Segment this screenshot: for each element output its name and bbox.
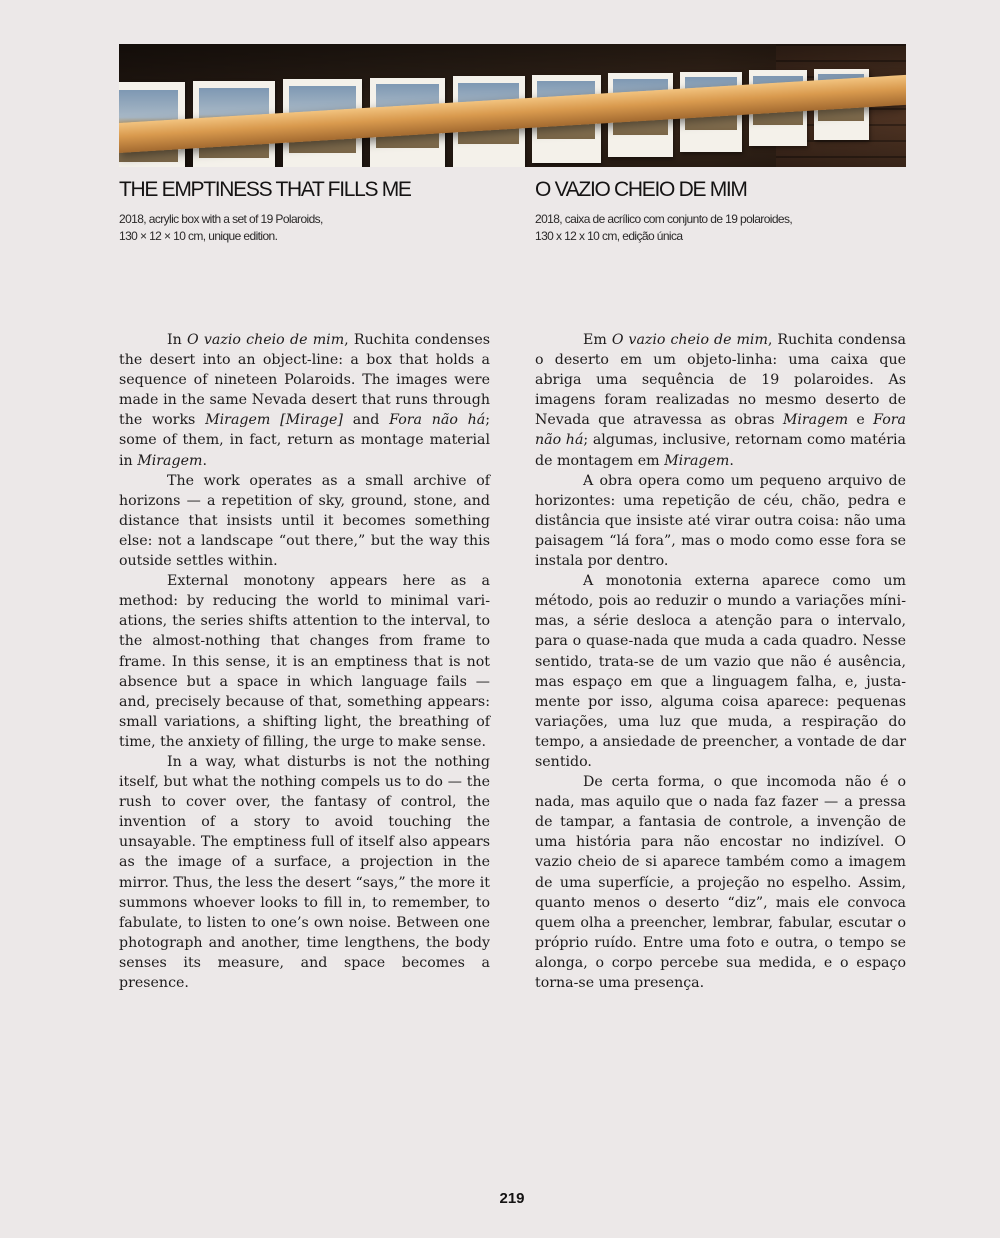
text-run: The work operates as a small archive of horizons — a repetition of sky, ground, stone, and distance that insists until it becomes something else: not a landscape “out there,” but the way this outside settles within.	[119, 472, 490, 570]
text-run: Em	[583, 332, 612, 348]
text-run: In	[167, 332, 187, 348]
text-run: .	[202, 452, 207, 469]
english-body	[119, 330, 490, 993]
text-run: ; algumas, inclusive, retornam como matéria de montagem em	[535, 432, 906, 469]
text-run: A monotonia externa aparece como um método, pois ao reduzir o mundo a variações mínimas, a série desloca a atenção para o intervalo, para o quase-nada que muda a cada quadro. Nesse sentido, trata-se de um vazio que não é ausência, mas espaço em que a linguagem falha, e, justamente por isso, alguma coisa aparece: pequenas variações, uma luz que muda, a respiração do tempo, a ansiedade de preencher, a vontade de dar sentido.	[535, 573, 906, 770]
work-title: Fora não há	[389, 412, 486, 429]
english-paragraph	[119, 571, 490, 752]
portuguese-title: O VAZIO CHEIO DE MIM	[535, 178, 747, 201]
text-run: ; some of them, in fact, return as montage material in	[119, 412, 490, 469]
page-number: 219	[499, 1190, 525, 1207]
portuguese-caption-line: 2018, caixa de acrílico com conjunto de 19 polaroides,	[535, 212, 793, 226]
english-paragraph	[119, 752, 490, 993]
english-paragraph	[119, 471, 490, 571]
text-run: De certa forma, o que incomoda não é o nada, mas aquilo que o nada faz fazer — a pressa de tampar, a fantasia de controle, a invenção de uma história para não encostar no indizível. O vazio cheio de si aparece também como a imagem de uma superfície, a projeção no espelho. Assim, quanto menos o deserto “diz”, mais ele convoca quem olha a preencher, lembrar, fabular, escutar o próprio ruído. Entre uma foto e outra, o tempo se alonga, o corpo percebe sua medida, e o espaço torna-se uma presença.	[535, 774, 906, 991]
portuguese-paragraph	[535, 471, 906, 571]
text-run: .	[729, 452, 734, 469]
portuguese-paragraph	[535, 571, 906, 772]
work-title: Miragem	[137, 452, 203, 469]
english-caption-line: 130 × 12 × 10 cm, unique edition.	[119, 229, 278, 243]
work-title: Miragem [Mirage]	[205, 412, 343, 429]
portuguese-caption-line: 130 x 12 x 10 cm, edição única	[535, 229, 683, 243]
portuguese-paragraph	[535, 772, 906, 993]
text-run: A obra opera como um pequeno arquivo de horizontes: uma repetição de céu, chão, pedra e distância que insiste até virar outra coisa: não uma paisagem “lá fora”, mas o modo como esse fora se instala por dentro.	[535, 472, 906, 570]
work-title: Fora não há	[535, 412, 906, 449]
english-caption	[119, 211, 439, 245]
english-caption-line: 2018, acrylic box with a set of 19 Polaroids,	[119, 212, 323, 226]
text-run: , Ruchita condensa o deserto em um objeto-linha: uma caixa que abriga uma sequência de 19 polaroides. As imagens foram realizadas no mesmo deserto de Nevada que atravessa as obras	[535, 332, 906, 429]
portuguese-paragraph	[535, 330, 906, 471]
text-run: In a way, what disturbs is not the nothing itself, but what the nothing compels us to do — the rush to cover over, the fantasy of control, the invention of a story to avoid touching the unsayable. The emptiness full of itself also appears as the image of a surface, a projection in the mirror. Thus, the less the desert “says,” the more it summons whoever looks to fill in, to remember, to fabulate, to listen to one’s own noise. Between one photograph and another, time lengthens, the body senses its measure, and space becomes a presence.	[119, 753, 490, 991]
text-run: e	[848, 412, 874, 429]
text-run: and	[342, 412, 390, 429]
english-title: THE EMPTINESS THAT FILLS ME	[119, 178, 411, 201]
portuguese-body	[535, 330, 906, 993]
text-run: External monotony appears here as a method: by reducing the world to minimal variations, the series shifts attention to the interval, to the almost-nothing that changes from frame to frame. In this sense, it is an emptiness that is not absence but a space in which language fails — and, precisely because of that, something appears: small variations, a shifting light, the breathing of time, the anxiety of filling, the urge to make sense.	[119, 573, 490, 750]
work-title: Miragem	[782, 412, 849, 429]
work-title: O vazio cheio de mim	[187, 332, 345, 348]
work-title: O vazio cheio de mim	[611, 332, 768, 348]
text-run: , Ruchita condenses the desert into an object-line: a box that holds a sequence of nineteen Polaroids. The images were made in the same Nevada desert that runs through the works	[119, 332, 490, 429]
english-paragraph	[119, 330, 490, 471]
work-title: Miragem	[664, 452, 730, 469]
portuguese-caption	[535, 211, 875, 245]
artwork-photo	[119, 44, 906, 167]
